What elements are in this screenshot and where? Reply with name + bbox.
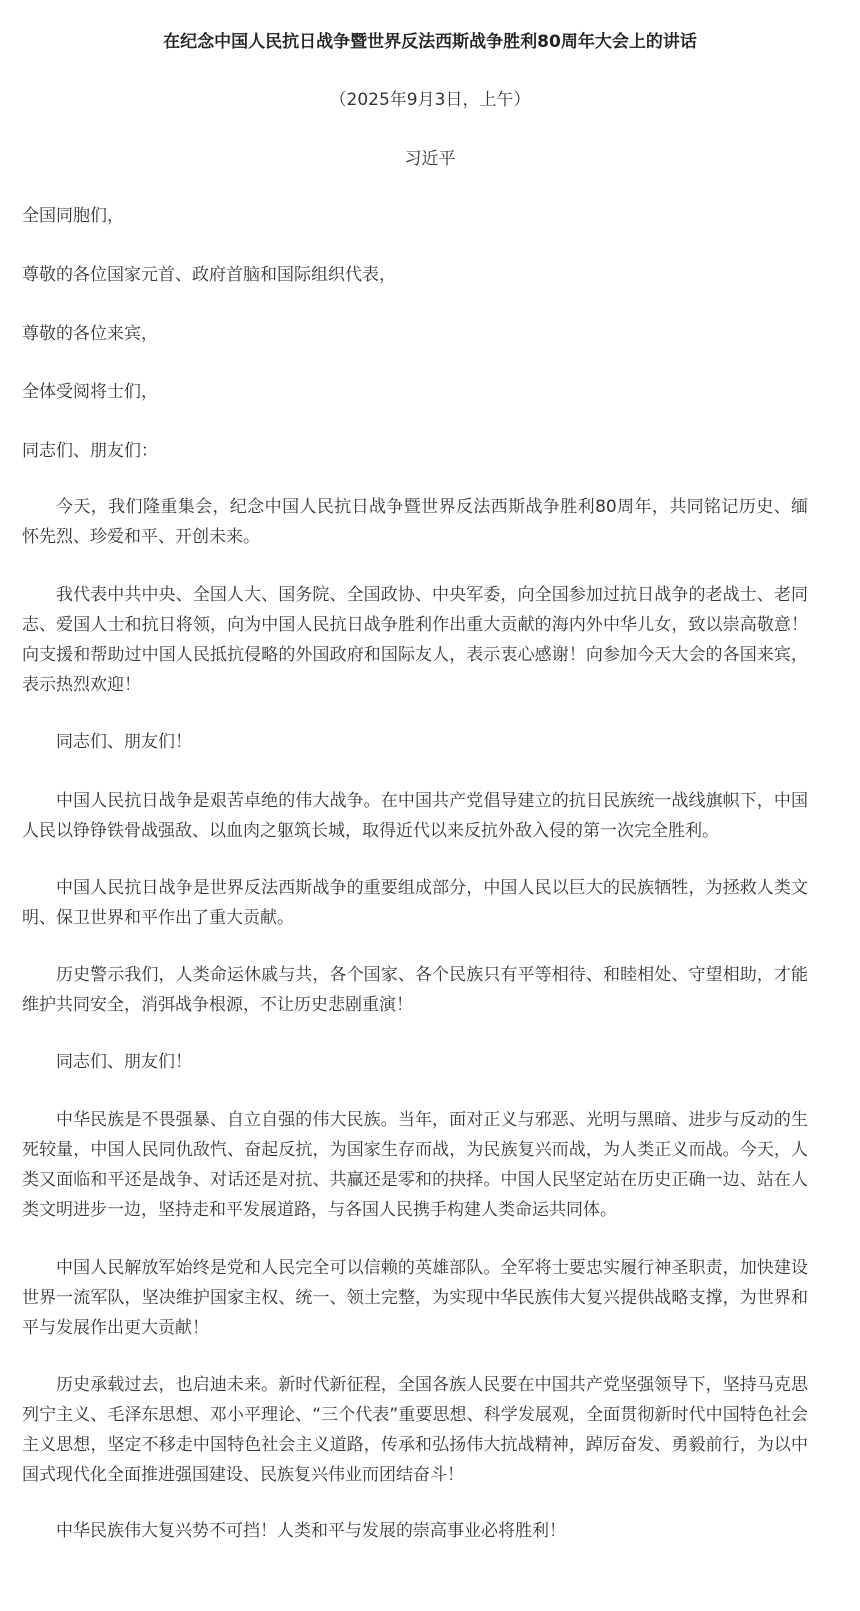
paragraph-history-warning: 历史警示我们，人类命运休戚与共，各个国家、各个民族只有平等相待、和睦相处、守望相助，才能维护共同安全，消弭战争根源，不让历史悲剧重演！ bbox=[22, 965, 808, 1015]
paragraph-opening: 今天，我们隆重集会，纪念中国人民抗日战争暨世界反法西斯战争胜利80周年，共同铭记历史、缅怀先烈、珍爱和平、开创未来。 bbox=[22, 497, 808, 547]
paragraph-army: 中国人民解放军始终是党和人民完全可以信赖的英雄部队。全军将士要忠实履行神圣职责，加快建设世界一流军队，坚决维护国家主权、统一、领土完整，为实现中华民族伟大复兴提供战略支撑，为世界和平与发展作出更大贡献！ bbox=[22, 1258, 808, 1338]
speech-date: （2025年9月3日，上午） bbox=[329, 90, 531, 110]
salutation-heads-of-state: 尊敬的各位国家元首、政府首脑和国际组织代表， bbox=[22, 265, 396, 285]
speech-author: 习近平 bbox=[404, 149, 456, 169]
speech-title: 在纪念中国人民抗日战争暨世界反法西斯战争胜利80周年大会上的讲话 bbox=[163, 32, 697, 52]
paragraph-world-contribution: 中国人民抗日战争是世界反法西斯战争的重要组成部分，中国人民以巨大的民族牺牲，为拯救人类文明、保卫世界和平作出了重大贡献。 bbox=[22, 878, 808, 928]
paragraph-address-2: 同志们、朋友们！ bbox=[56, 1052, 192, 1072]
paragraph-tribute: 我代表中共中央、全国人大、国务院、全国政协、中央军委，向全国参加过抗日战争的老战士、老同志、爱国人士和抗日将领，向为中国人民抗日战争胜利作出重大贡献的海内外中华儿女，致以崇高敬意！向支援和帮助过中国人民抵抗侵略的外国政府和国际友人，表示衷心感谢！向参加今天大会的各国来宾，表示热烈欢迎！ bbox=[22, 585, 808, 695]
salutation-comrades: 同志们、朋友们： bbox=[22, 441, 158, 461]
salutation-guests: 尊敬的各位来宾， bbox=[22, 324, 158, 344]
salutation-compatriots: 全国同胞们， bbox=[22, 206, 124, 226]
paragraph-future: 历史承载过去，也启迪未来。新时代新征程，全国各族人民要在中国共产党坚强领导下，坚持马克思列宁主义、毛泽东思想、邓小平理论、“三个代表”重要思想、科学发展观，全面贯彻新时代中国特色社会主义思想，坚定不移走中国特色社会主义道路，传承和弘扬伟大抗战精神，踔厉奋发、勇毅前行，为以中国式现代化全面推进强国建设、民族复兴伟业而团结奋斗！ bbox=[22, 1375, 808, 1485]
paragraph-closing: 中华民族伟大复兴势不可挡！人类和平与发展的崇高事业必将胜利！ bbox=[56, 1521, 566, 1541]
salutation-troops: 全体受阅将士们， bbox=[22, 382, 158, 402]
paragraph-nation: 中华民族是不畏强暴、自立自强的伟大民族。当年，面对正义与邪恶、光明与黑暗、进步与反动的生死较量，中国人民同仇敌忾、奋起反抗，为国家生存而战，为民族复兴而战，为人类正义而战。今天，人类又面临和平还是战争、对话还是对抗、共赢还是零和的抉择。中国人民坚定站在历史正确一边、站在人类文明进步一边，坚持走和平发展道路，与各国人民携手构建人类命运共同体。 bbox=[22, 1110, 808, 1220]
paragraph-address-1: 同志们、朋友们！ bbox=[56, 732, 192, 752]
paragraph-great-war: 中国人民抗日战争是艰苦卓绝的伟大战争。在中国共产党倡导建立的抗日民族统一战线旗帜下，中国人民以铮铮铁骨战强敌、以血肉之躯筑长城，取得近代以来反抗外敌入侵的第一次完全胜利。 bbox=[22, 791, 808, 841]
